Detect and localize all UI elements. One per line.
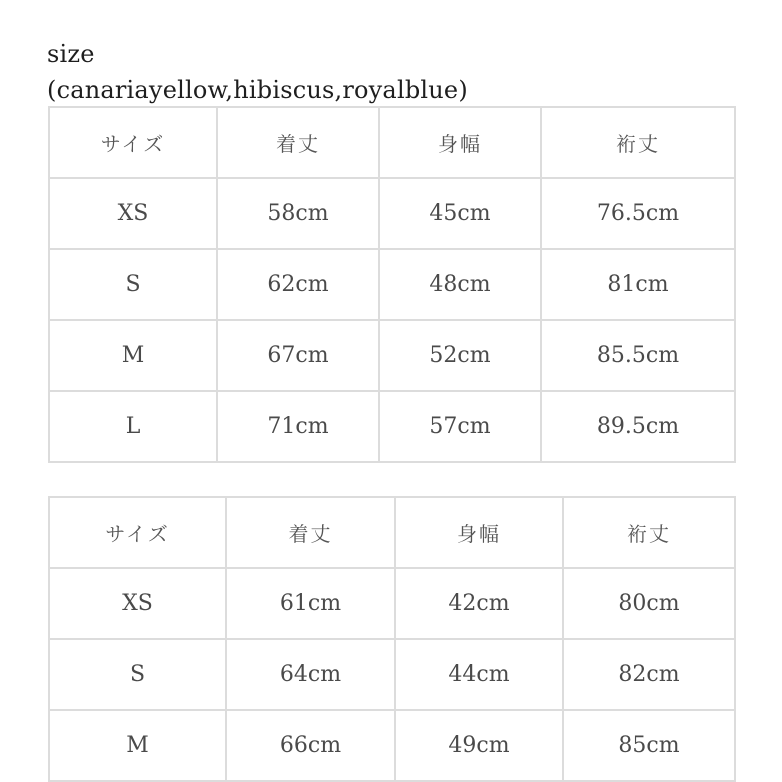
cell-width: 45cm: [379, 178, 541, 249]
cell-size: S: [49, 639, 226, 710]
table-row: [49, 178, 735, 249]
cell-width: 57cm: [379, 391, 541, 462]
cell-width: 48cm: [379, 249, 541, 320]
cell-size: M: [49, 710, 226, 781]
cell-length: 64cm: [226, 639, 395, 710]
table-row: [49, 568, 735, 639]
header-sleeve: 裄丈: [563, 497, 735, 568]
header-sleeve: 裄丈: [541, 107, 735, 178]
header-width: 身幅: [379, 107, 541, 178]
cell-size: XS: [49, 178, 217, 249]
cell-sleeve: 85cm: [563, 710, 735, 781]
cell-sleeve: 82cm: [563, 639, 735, 710]
cell-size: M: [49, 320, 217, 391]
cell-size: L: [49, 391, 217, 462]
cell-sleeve: 85.5cm: [541, 320, 735, 391]
cell-width: 44cm: [395, 639, 563, 710]
cell-length: 62cm: [217, 249, 379, 320]
cell-width: 49cm: [395, 710, 563, 781]
cell-length: 66cm: [226, 710, 395, 781]
header-size: サイズ: [49, 497, 226, 568]
cell-size: XS: [49, 568, 226, 639]
table-row: [49, 249, 735, 320]
size-heading: [47, 36, 468, 108]
table-row: [49, 391, 735, 462]
header-length: 着丈: [217, 107, 379, 178]
cell-length: 58cm: [217, 178, 379, 249]
cell-length: 71cm: [217, 391, 379, 462]
cell-width: 52cm: [379, 320, 541, 391]
cell-length: 61cm: [226, 568, 395, 639]
cell-length: 67cm: [217, 320, 379, 391]
cell-sleeve: 81cm: [541, 249, 735, 320]
size-table-2: [48, 496, 736, 782]
cell-sleeve: 89.5cm: [541, 391, 735, 462]
table-header-row: [49, 107, 735, 178]
cell-sleeve: 80cm: [563, 568, 735, 639]
cell-size: S: [49, 249, 217, 320]
table-row: [49, 639, 735, 710]
table-row: [49, 320, 735, 391]
table-row: [49, 710, 735, 781]
header-width: 身幅: [395, 497, 563, 568]
table-header-row: [49, 497, 735, 568]
heading-line-colors: (canariayellow,hibiscus,royalblue): [47, 76, 468, 104]
size-table-1: [48, 106, 736, 463]
heading-line-size: size: [47, 40, 95, 68]
cell-width: 42cm: [395, 568, 563, 639]
header-size: サイズ: [49, 107, 217, 178]
header-length: 着丈: [226, 497, 395, 568]
cell-sleeve: 76.5cm: [541, 178, 735, 249]
